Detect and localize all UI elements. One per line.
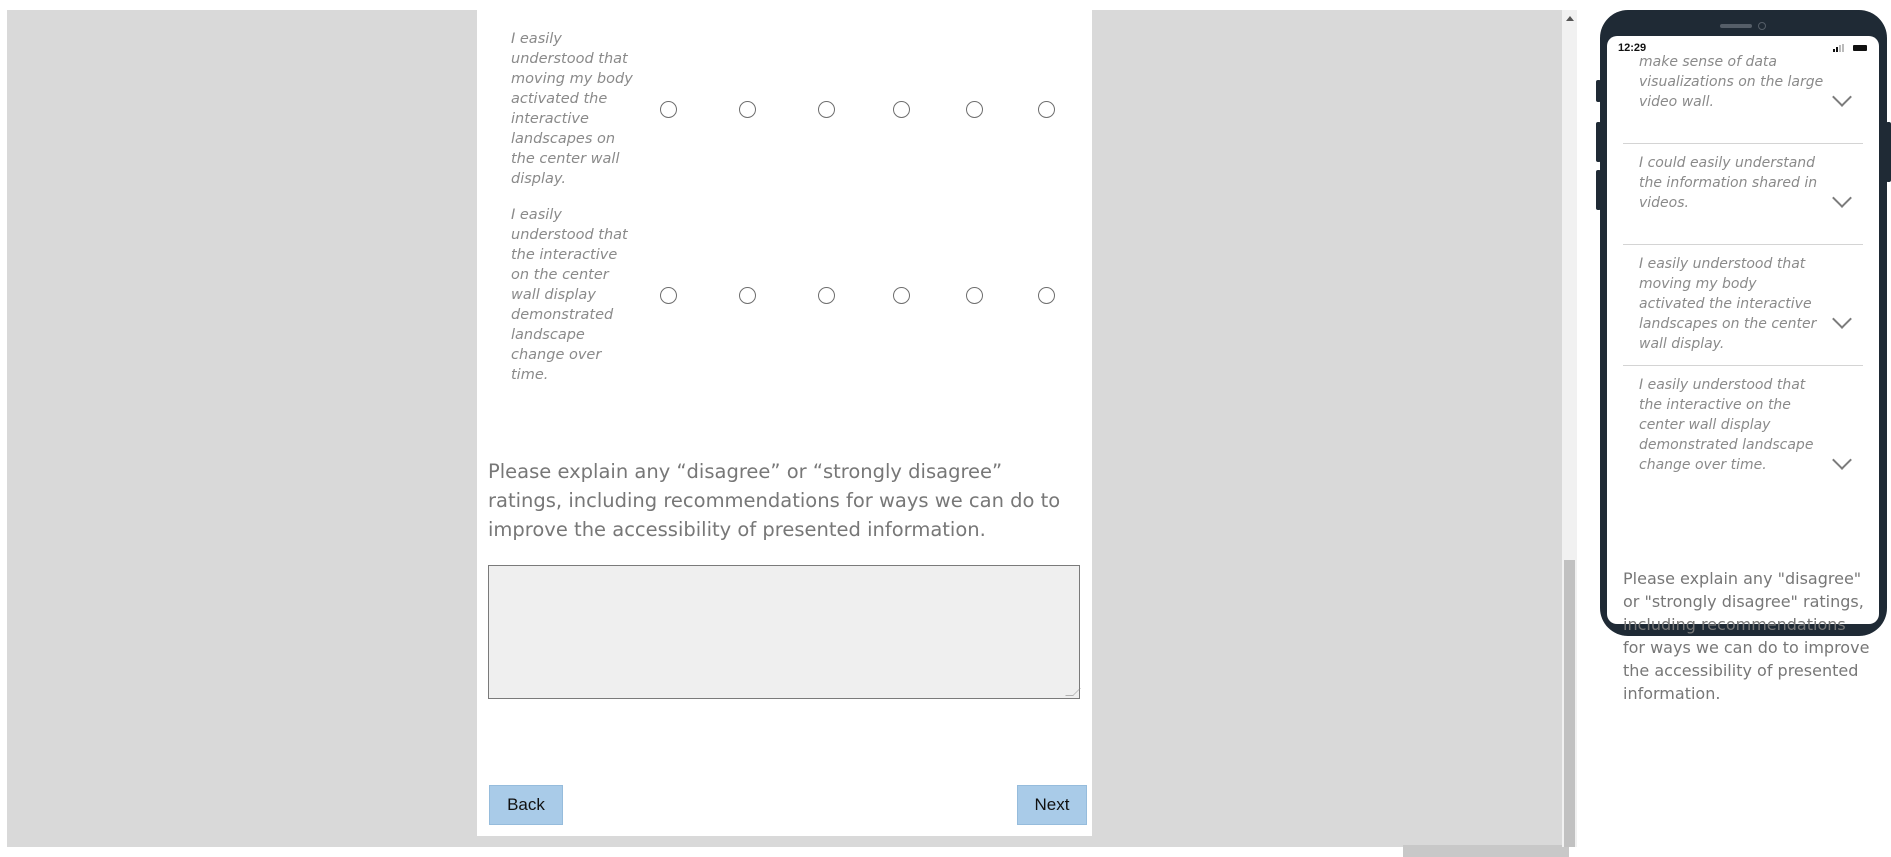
rating-radio-2[interactable] — [739, 101, 756, 118]
rating-radio-2[interactable] — [739, 287, 756, 304]
next-button[interactable]: Next — [1017, 785, 1087, 825]
matrix-row-label: I easily understood that the interactive on the center wall display demonstrated landscape change over time. — [511, 207, 628, 383]
comment-textarea[interactable] — [488, 565, 1080, 699]
rating-radio-5[interactable] — [966, 101, 983, 118]
vertical-scrollbar-thumb[interactable] — [1564, 560, 1575, 847]
divider — [1623, 365, 1863, 366]
rating-radio-6[interactable] — [1038, 101, 1055, 118]
rating-radio-1[interactable] — [660, 101, 677, 118]
phone-side-button — [1596, 170, 1601, 210]
survey-preview-area — [7, 10, 1562, 847]
rating-radio-1[interactable] — [660, 287, 677, 304]
chevron-down-icon[interactable] — [1832, 450, 1852, 470]
rating-radio-5[interactable] — [966, 287, 983, 304]
mobile-question-label: make sense of data visualizations on the large video wall. — [1639, 54, 1824, 110]
rating-radio-6[interactable] — [1038, 287, 1055, 304]
back-button[interactable]: Back — [489, 785, 563, 825]
horizontal-scrollbar-thumb[interactable] — [1403, 845, 1569, 857]
phone-side-button — [1596, 80, 1601, 102]
resize-grip-icon[interactable] — [1065, 688, 1081, 696]
divider — [1623, 244, 1863, 245]
phone-speaker — [1720, 24, 1752, 28]
mobile-explain-question-text: Please explain any "disagree" or "strongly disagree" ratings, including recommendations for ways we can do to improve the accessibility of presented information. — [1623, 569, 1870, 703]
battery-icon — [1853, 45, 1867, 51]
rating-radio-4[interactable] — [893, 287, 910, 304]
phone-power-button — [1886, 122, 1891, 182]
rating-radio-3[interactable] — [818, 101, 835, 118]
mobile-question-label: I easily understood that the interactive on the center wall display demonstrated landscape change over time. — [1639, 377, 1814, 473]
rating-radio-4[interactable] — [893, 101, 910, 118]
scroll-up-arrow-icon[interactable] — [1566, 16, 1574, 21]
phone-side-button — [1596, 122, 1601, 162]
signal-icon — [1833, 44, 1845, 52]
mobile-preview-phone — [1600, 10, 1887, 703]
status-bar-time: 12:29 — [1618, 42, 1647, 54]
matrix-row-label: I easily understood that moving my body activated the interactive landscapes on the center wall display. — [511, 31, 633, 187]
survey-page — [477, 10, 1092, 836]
mobile-screen — [1607, 36, 1879, 703]
mobile-question-label: I could easily understand the information shared in videos. — [1639, 155, 1818, 211]
phone-camera-icon — [1758, 22, 1766, 30]
mobile-question-label: I easily understood that moving my body activated the interactive landscapes on the center wall display. — [1639, 256, 1817, 352]
divider — [1623, 143, 1863, 144]
chevron-down-icon[interactable] — [1832, 309, 1852, 329]
chevron-down-icon[interactable] — [1832, 188, 1852, 208]
explain-question-text: Please explain any “disagree” or “strongly disagree” ratings, including recommendations for ways we can do to improve the accessibility of presented information. — [488, 460, 1061, 541]
chevron-down-icon[interactable] — [1832, 87, 1852, 107]
vertical-scrollbar[interactable] — [1562, 10, 1577, 847]
rating-radio-3[interactable] — [818, 287, 835, 304]
